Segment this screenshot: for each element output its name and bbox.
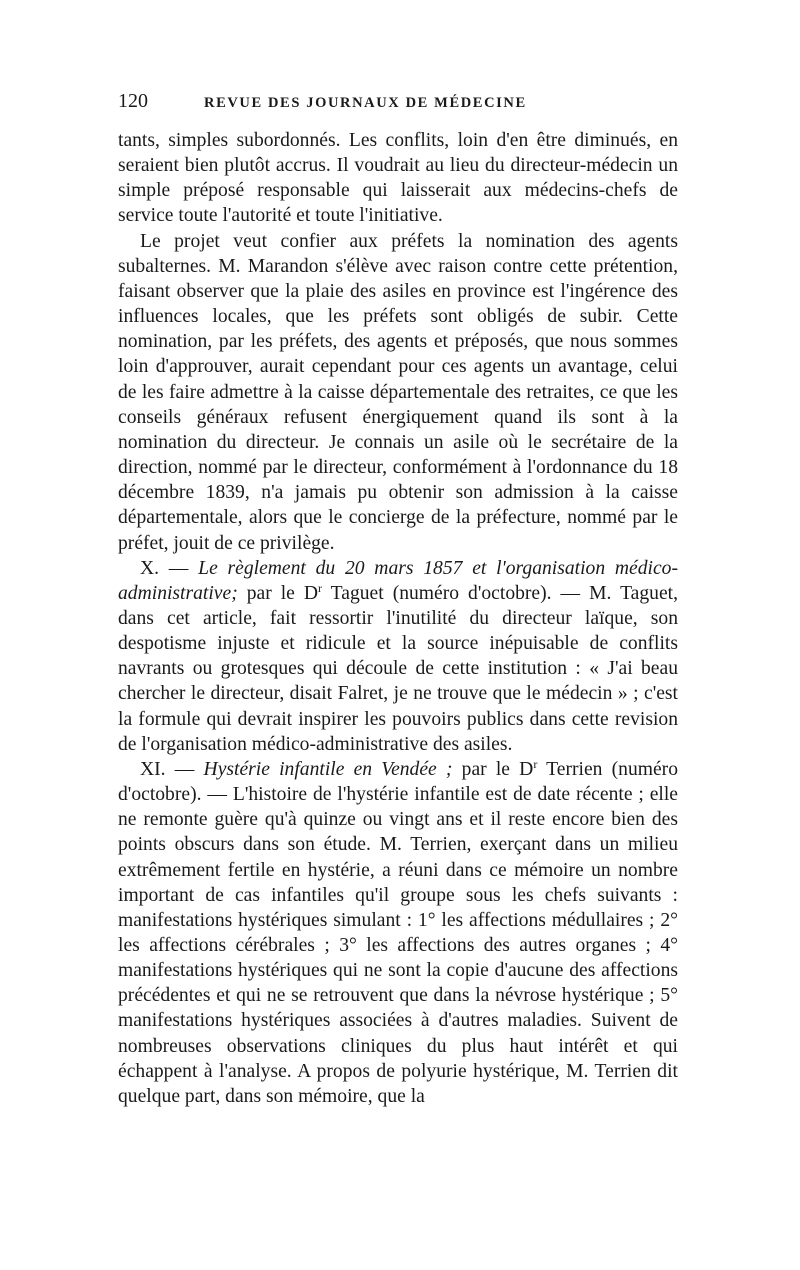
article-title: Hystérie infantile en Vendée ; (203, 758, 453, 780)
article-title: Le règlement du 20 mars 1857 et l'organisation médico-administrative; (118, 557, 679, 604)
byline-sup: r (318, 580, 323, 595)
section-numeral: XI. — (140, 758, 195, 780)
paragraph-text: Taguet (numéro d'octobre). — M. Taguet, dans cet article, fait ressortir l'inutilité du directeur laïque, son despotisme injuste et ridicule et la source inépuisable de conflits navrants ou grotesques qui découle de cette institution : « J'ai beau chercher le directeur, disait Falret, je ne trouve que le médecin » ; c'est la formule qui devrait inspirer les pouvoirs publics dans cette revision de l'organisation médico-administrative des asiles. (118, 582, 679, 755)
byline: par le D (246, 582, 319, 604)
section-numeral: X. — (140, 557, 189, 579)
page-number: 120 (118, 90, 148, 112)
paragraph-continuation: tants, simples subordonnés. Les conflits, loin d'en être diminués, en seraient bien plutôt accrus. Il voudrait au lieu du directeur-médecin un simple préposé responsable qui laisserait aux médecins-chefs de service toute l'autorité et toute l'initiative. (118, 130, 678, 227)
paragraph-marandon: Le projet veut confier aux préfets la nomination des agents subalternes. M. Marandon s'élève avec raison contre cette prétention, faisant observer que la plaie des asiles en province est l'ingérence des influences locales, que les préfets sont obligés de subir. Cette nomination, par les préfets, des agents et préposés, que nous sommes loin d'approuver, aurait cependant pour ces agents un avantage, celui de les faire admettre à la caisse départementale des retraites, ce que les conseils généraux refusent énergiquement quand ils sont à la nomination du directeur. Je connais un asile où le secrétaire de la direction, nommé par le directeur, conformément à l'ordonnance du 18 décembre 1839, n'a jamais pu obtenir son admission à la caisse départementale, alors que le concierge de la préfecture, nommé par le préfet, jouit de ce privilège. (118, 230, 678, 554)
running-head (118, 90, 678, 120)
byline-sup: r (533, 756, 538, 771)
paragraph-text: Terrien (numéro d'octobre). — L'histoire de l'hystérie infantile est de date récente ; elle ne remonte guère qu'à quinze ou vingt ans et il reste encore bien des points obscurs dans son étude. M. Terrien, exerçant dans un milieu extrêmement fertile en hystérie, a réuni dans ce mémoire un nombre important de cas infantiles qu'il groupe sous les chefs suivants : manifestations hystériques simulant : 1° les affections médullaires ; 2° les affections cérébrales ; 3° les affections des autres organes ; 4° manifestations hystériques qui ne sont la copie d'aucune des affections précédentes et qui ne se retrouvent que dans la névrose hystérique ; 5° manifestations hystériques associées à d'autres maladies. Suivent de nombreuses observations cliniques du plus haut intérêt et qui échappent à l'analyse. A propos de polyurie hystérique, M. Terrien dit quelque part, dans son mémoire, que la (118, 758, 678, 1107)
journal-title: REVUE DES JOURNAUX DE MÉDECINE (204, 95, 527, 111)
paragraph-section-x (118, 556, 678, 757)
document-page (118, 90, 678, 1109)
body-text (118, 128, 678, 1109)
byline: par le D (461, 758, 534, 780)
paragraph-section-xi (118, 757, 678, 1109)
